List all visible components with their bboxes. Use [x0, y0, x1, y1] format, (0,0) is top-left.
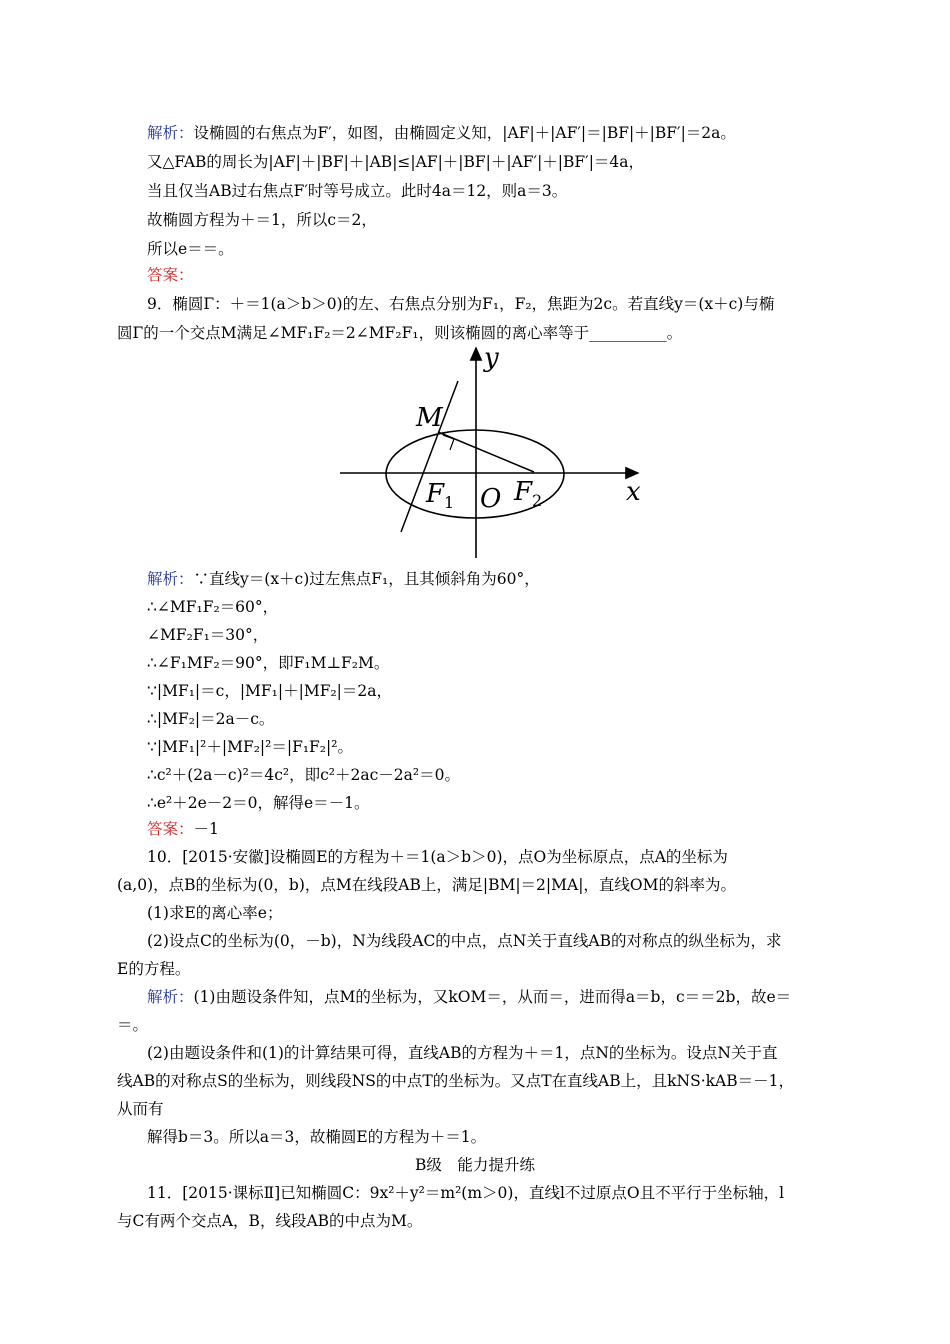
solution-label: 解析：: [147, 570, 194, 588]
solution10-line6: 解得b＝3。所以a＝3，故椭圆E的方程为＋＝1。: [147, 1128, 487, 1146]
label-M: M: [416, 403, 443, 433]
solution-text: 设椭圆的右焦点为F′，如图，由椭圆定义知，|AF|＋|AF′|＝|BF|＋|BF′|＝2a。: [193, 124, 736, 142]
answer-line: [147, 819, 219, 839]
answer-label: 答案：: [147, 820, 194, 838]
solution-text: ∵直线y＝(x＋c)过左焦点F₁，且其倾斜角为60°，: [193, 570, 540, 588]
problem10-line4: (2)设点C的坐标为(0，－b)，N为线段AC的中点，点N关于直线AB的对称点的纵坐标为，求: [147, 932, 782, 950]
problem10-line3: (1)求E的离心率e；: [147, 904, 283, 922]
solution8-line3: 当且仅当AB过右焦点F′时等号成立。此时4a＝12，则a＝3。: [147, 182, 568, 200]
label-y: y: [484, 343, 499, 373]
solution10-line1: [147, 987, 791, 1007]
solution9-line2: ∴∠MF₁F₂＝60°，: [147, 598, 279, 616]
answer-value: －1: [193, 820, 219, 838]
problem11-line2: 与C有两个交点A，B，线段AB的中点为M。: [117, 1212, 423, 1230]
label-x: x: [626, 477, 641, 507]
solution8-line4: 故椭圆方程为＋＝1，所以c＝2，: [147, 211, 377, 229]
solution9-line9: ∴e²＋2e－2＝0，解得e＝－1。: [147, 794, 370, 812]
solution10-line4: 线AB的对称点S的坐标为，则线段NS的中点T的坐标为。又点T在直线AB上，且kNS·kAB＝－1，: [117, 1072, 794, 1090]
solution-label: 解析：: [147, 988, 194, 1006]
solution9-line1: [147, 569, 540, 589]
solution8-line5: 所以e＝＝。: [147, 240, 234, 258]
problem10-line1: 10．[2015·安徽]设椭圆E的方程为＋＝1(a＞b＞0)，点O为坐标原点，点A的坐标为: [147, 848, 728, 866]
problem9-line1: 9．椭圆Γ：＋＝1(a＞b＞0)的左、右焦点分别为F₁，F₂，焦距为2c。若直线y＝(x＋c)与椭: [147, 295, 775, 313]
label-F1: $F_1$: [426, 479, 455, 512]
label-O: O: [480, 484, 502, 514]
solution-label: 解析：: [147, 124, 194, 142]
solution9-line5: ∵|MF₁|＝c，|MF₁|＋|MF₂|＝2a，: [147, 682, 392, 700]
solution10-line3: (2)由题设条件和(1)的计算结果可得，直线AB的方程为＋＝1，点N的坐标为。设点N关于直: [147, 1044, 778, 1062]
solution8-line2: 又△FAB的周长为|AF|＋|BF|＋|AB|≤|AF|＋|BF|＋|AF′|＋|BF′|＝4a，: [147, 153, 645, 171]
solution10-line5: 从而有: [117, 1100, 164, 1118]
solution9-line6: ∴|MF₂|＝2a－c。: [147, 710, 275, 728]
problem10-line5: E的方程。: [117, 960, 191, 978]
solution10-line2: ＝。: [117, 1016, 149, 1034]
solution9-line4: ∴∠F₁MF₂＝90°，即F₁M⊥F₂M。: [147, 654, 390, 672]
problem10-line2: (a,0)，点B的坐标为(0，b)，点M在线段AB上，满足|BM|＝2|MA|，直线OM的斜率为。: [117, 876, 737, 894]
answer-label: 答案：: [147, 266, 194, 284]
solution9-line8: ∴c²＋(2a－c)²＝4c²，即c²＋2ac－2a²＝0。: [147, 766, 460, 784]
solution8-line1: [147, 123, 736, 143]
solution9-line3: ∠MF₂F₁＝30°，: [147, 626, 269, 644]
section-title: B级 能力提升练: [415, 1156, 535, 1174]
problem11-line1: 11．[2015·课标Ⅱ]已知椭圆C：9x²＋y²＝m²(m＞0)，直线l不过原点O且不平行于坐标轴，l: [147, 1184, 785, 1202]
problem9-line2: 圆Γ的一个交点M满足∠MF₁F₂＝2∠MF₂F₁，则该椭圆的离心率等于__________。: [117, 324, 683, 342]
solution9-line7: ∵|MF₁|²＋|MF₂|²＝|F₁F₂|²。: [147, 738, 353, 756]
ellipse-figure: [330, 340, 660, 565]
label-F2: $F_2$: [514, 477, 543, 510]
solution-text: (1)由题设条件知，点M的坐标为，又kOM＝，从而＝，进而得a＝b，c＝＝2b，故e＝: [193, 988, 792, 1006]
